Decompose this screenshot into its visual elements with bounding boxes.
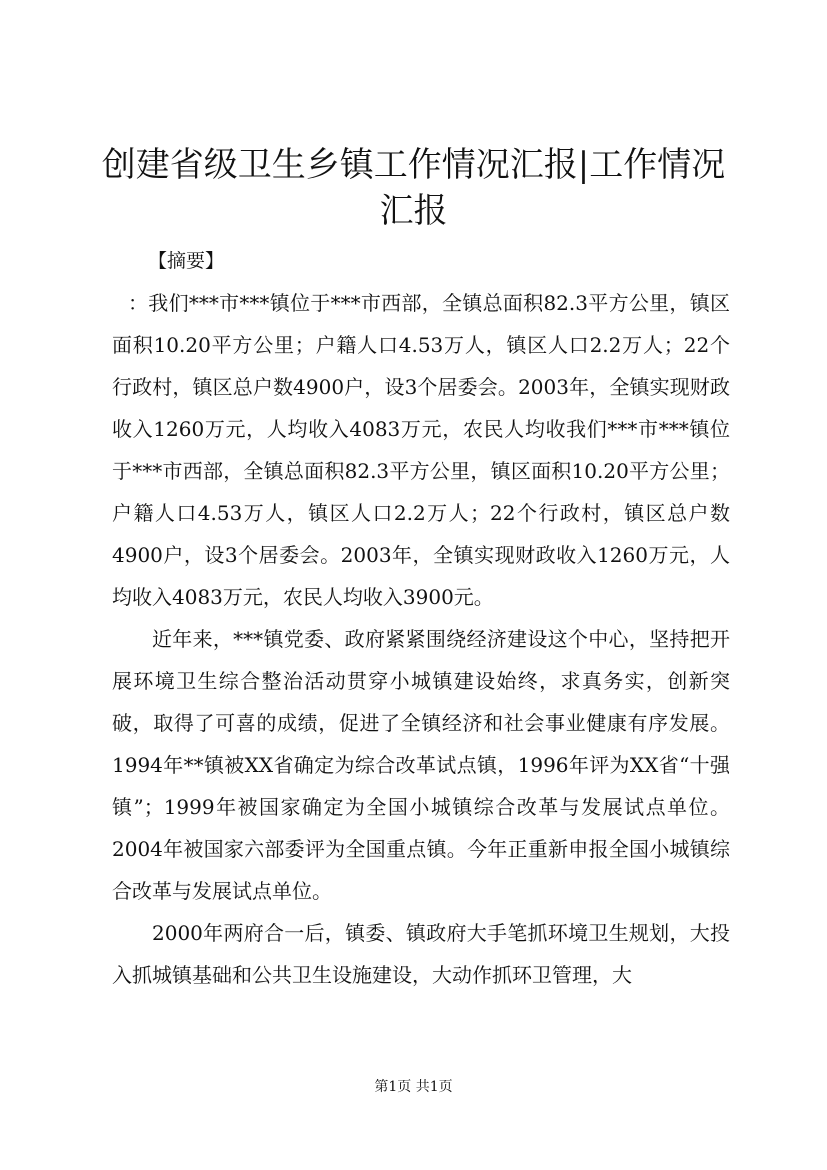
document-title: 创建省级卫生乡镇工作情况汇报|工作情况汇报 xyxy=(101,145,726,231)
paragraph-3: 2000年两府合一后，镇委、镇政府大手笔抓环境卫生规划，大投入抓城镇基础和公共卫生设施建设，大动作抓环卫管理，大 xyxy=(112,921,730,987)
paragraph-1: ：我们***市***镇位于***市西部，全镇总面积82.3平方公里，镇区面积10.20平方公里；户籍人口4.53万人，镇区人口2.2万人；22个行政村，镇区总户数4900户，设3个居委会。2003年，全镇实现财政收入1260万元，人均收入4083万元，农民人均收我们***市***镇位于***市西部，全镇总面积82.3平方公里，镇区面积10.20平方公里；户籍人口4.53万人，镇区人口2.2万人；22个行政村，镇区总户数4900户，设3个居委会。2003年，全镇实现财政收入1260万元，人均收入4083万元，农民人均收入3900元。 xyxy=(112,291,730,609)
document-body xyxy=(112,240,730,996)
paragraph-2: 近年来，***镇党委、政府紧紧围绕经济建设这个中心，坚持把开展环境卫生综合整治活动贯穿小城镇建设始终，求真务实，创新突破，取得了可喜的成绩，促进了全镇经济和社会事业健康有序发展。1994年**镇被XX省确定为综合改革试点镇，1996年评为XX省“十强镇”；1999年被国家确定为全国小城镇综合改革与发展试点单位。2004年被国家六部委评为全国重点镇。今年正重新申报全国小城镇综合改革与发展试点单位。 xyxy=(112,627,730,903)
page-footer: 第1页 共1页 xyxy=(374,1079,453,1095)
abstract-label: 【摘要】 xyxy=(148,250,225,272)
